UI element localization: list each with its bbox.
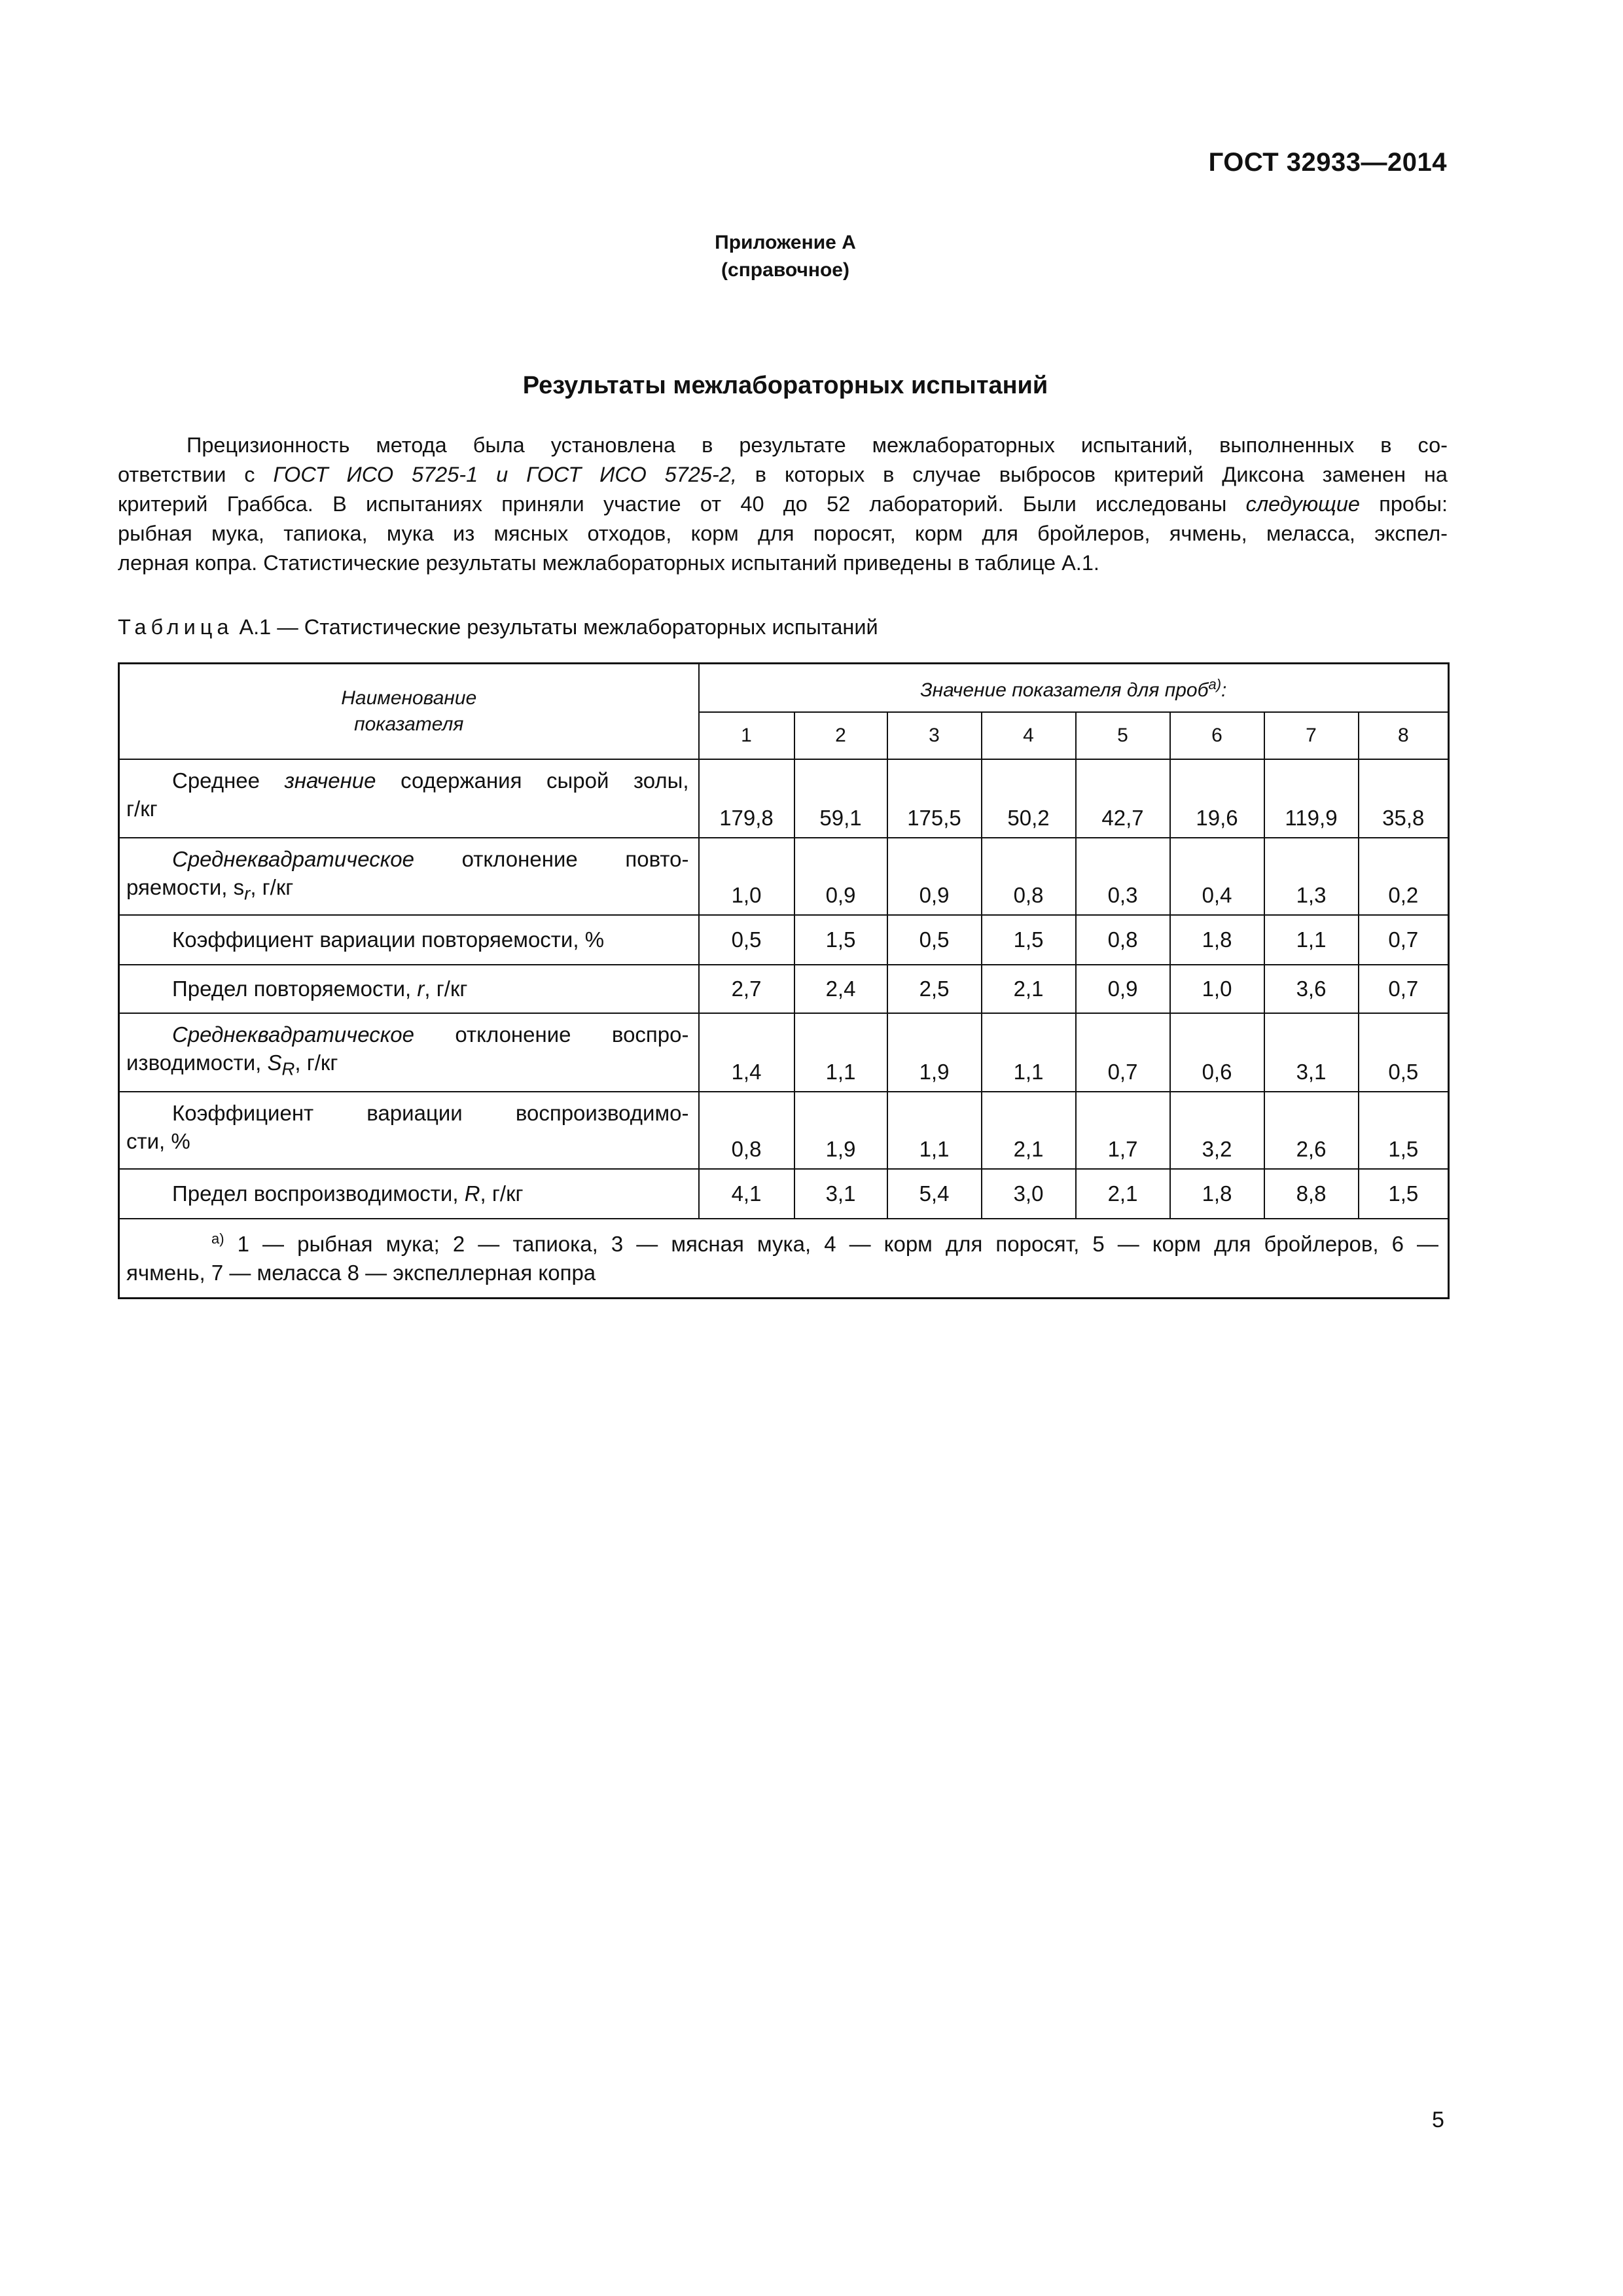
table-cell: 8,8 [1264,1169,1359,1219]
table-cell: 3,2 [1170,1092,1264,1169]
table-cell: 0,9 [794,838,887,915]
column-header: 7 [1264,712,1359,759]
table-cell: 119,9 [1264,759,1359,838]
table-cell: 3,6 [1264,965,1359,1013]
table-cell: 35,8 [1359,759,1449,838]
page-number: 5 [1432,2108,1444,2132]
table-cell: 1,0 [1170,965,1264,1013]
column-header: 3 [887,712,982,759]
row-label: Коэффициент вариации повторяемости, % [119,915,699,965]
table-cell: 1,5 [1359,1092,1449,1169]
table-cell: 2,6 [1264,1092,1359,1169]
table-cell: 0,7 [1076,1013,1170,1092]
table-cell: 1,5 [794,915,887,965]
row-label: Предел повторяемости, r, г/кг [119,965,699,1013]
column-header: 5 [1076,712,1170,759]
header-sample-values: Значение показателя для проб$^{а)}$: [699,664,1449,712]
row-label: Среднеквадратическое отклонение повто- ряемости, $s_r$, г/кг [119,838,699,915]
table-row [119,1013,1449,1092]
table-cell: 19,6 [1170,759,1264,838]
table-cell: 0,2 [1359,838,1449,915]
table-cell: 2,1 [982,965,1076,1013]
table-row [119,838,1449,915]
paragraph-line: рыбная мука, тапиока, мука из мясных отходов, корм для поросят, корм для бройлеров, ячмень, меласса, экспел- [118,522,1448,545]
table-cell: 5,4 [887,1169,982,1219]
table-cell: 2,7 [699,965,794,1013]
table-cell: 179,8 [699,759,794,838]
table-cell: 1,8 [1170,915,1264,965]
table-cell: 59,1 [794,759,887,838]
table-row [119,1092,1449,1169]
column-header: 1 [699,712,794,759]
table-cell: 175,5 [887,759,982,838]
table-cell: 1,1 [887,1092,982,1169]
table-footnote: $^{а)}$ 1 — рыбная мука; 2 — тапиока, 3 — мясная мука, 4 — корм для поросят, 5 — корм для бройлеров, 6 — ячмень, 7 — меласса 8 — экспеллерная копра [119,1219,1449,1299]
table-cell: 1,5 [1359,1169,1449,1219]
table-cell: 1,7 [1076,1092,1170,1169]
table-cell: 0,6 [1170,1013,1264,1092]
table-cell: 2,5 [887,965,982,1013]
table-cell: 0,8 [1076,915,1170,965]
column-header: 2 [794,712,887,759]
table-cell: 4,1 [699,1169,794,1219]
standard-number: ГОСТ 32933—2014 [1208,148,1447,177]
table-row [119,915,1449,965]
table-cell: 1,4 [699,1013,794,1092]
standard-reference: ГОСТ ИСО 5725-1 и ГОСТ ИСО 5725-2, [273,463,737,486]
table-cell: 1,5 [982,915,1076,965]
table-cell: 0,8 [982,838,1076,915]
table-caption: Таблица А.1 — Статистические результаты межлабораторных испытаний [118,615,878,639]
table-cell: 42,7 [1076,759,1170,838]
statistics-table [118,662,1450,1299]
intro-paragraph [118,431,1448,578]
table-cell: 0,3 [1076,838,1170,915]
table-cell: 0,5 [699,915,794,965]
table-cell: 1,1 [794,1013,887,1092]
table-cell: 1,1 [982,1013,1076,1092]
paragraph-line: Прецизионность метода была установлена в результате межлабораторных испытаний, выполненных в со- [187,433,1448,457]
table-cell: 0,8 [699,1092,794,1169]
table-cell: 2,4 [794,965,887,1013]
table-cell: 1,0 [699,838,794,915]
table-cell: 3,0 [982,1169,1076,1219]
column-header: 8 [1359,712,1449,759]
table-cell: 0,9 [1076,965,1170,1013]
table-row [119,759,1449,838]
table-cell: 1,8 [1170,1169,1264,1219]
paragraph-line: лерная копра. Статистические результаты межлабораторных испытаний приведены в таблице А.1. [118,551,1099,575]
table-cell: 0,7 [1359,965,1449,1013]
table-footnote-row [119,1219,1449,1299]
table-cell: 2,1 [1076,1169,1170,1219]
table-cell: 0,7 [1359,915,1449,965]
row-label: Коэффициент вариации воспроизводимо- сти, % [119,1092,699,1169]
section-title: Результаты межлабораторных испытаний [522,372,1048,399]
row-label: Среднее значение содержания сырой золы, г/кг [119,759,699,838]
table-cell: 0,5 [887,915,982,965]
column-header: 4 [982,712,1076,759]
appendix-label: Приложение А [715,232,856,253]
table-cell: 1,9 [887,1013,982,1092]
table-cell: 0,9 [887,838,982,915]
table-row [119,1169,1449,1219]
paragraph-line: критерий Граббса. В испытаниях приняли участие от 40 до 52 лабораторий. Были исследованы следующие пробы: [118,492,1448,516]
table-cell: 1,9 [794,1092,887,1169]
table-cell: 50,2 [982,759,1076,838]
table-row [119,965,1449,1013]
column-header: 6 [1170,712,1264,759]
table-cell: 1,1 [1264,915,1359,965]
table-cell: 1,3 [1264,838,1359,915]
table-cell: 2,1 [982,1092,1076,1169]
header-indicator-name: Наименование показателя [119,664,699,759]
paragraph-line: ответствии с ГОСТ ИСО 5725-1 и ГОСТ ИСО 5725-2, в которых в случае выбросов критерий Диксона заменен на [118,463,1448,486]
table-cell: 0,5 [1359,1013,1449,1092]
row-label: Предел воспроизводимости, R, г/кг [119,1169,699,1219]
table-cell: 0,4 [1170,838,1264,915]
table-cell: 3,1 [1264,1013,1359,1092]
appendix-heading [0,229,1571,284]
row-label: Среднеквадратическое отклонение воспро- изводимости, $S_R$, г/кг [119,1013,699,1092]
table-cell: 3,1 [794,1169,887,1219]
appendix-type: (справочное) [721,259,849,281]
